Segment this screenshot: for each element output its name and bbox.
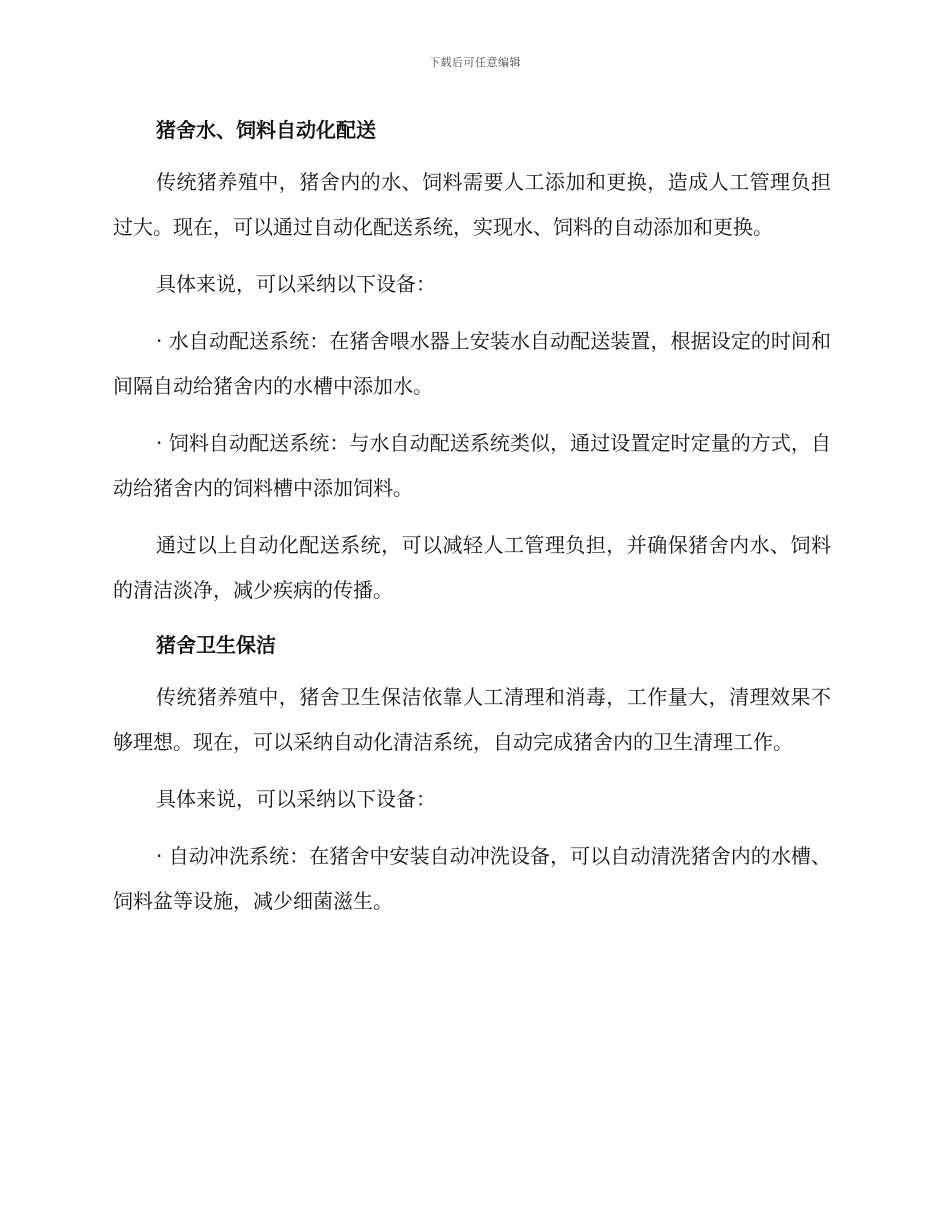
paragraph: 通过以上自动化配送系统，可以减轻人工管理负担，并确保猪舍内水、饲料的清洁淡净，减少疾病的传播。 (113, 533, 831, 602)
header-note: 下载后可任意编辑 (429, 56, 521, 69)
list-item: · 饲料自动配送系统：与水自动配送系统类似，通过设置定时定量的方式，自动给猪舍内的饲料槽中添加饲料。 (113, 431, 831, 500)
section-heading-feed-delivery: 猪舍水、饲料自动化配送 (156, 118, 376, 142)
section-heading-sanitation: 猪舍卫生保洁 (156, 633, 276, 657)
list-item: · 水自动配送系统：在猪舍喂水器上安装水自动配送装置，根据设定的时间和间隔自动给猪舍内的水槽中添加水。 (113, 329, 831, 398)
paragraph: 传统猪养殖中，猪舍卫生保洁依靠人工清理和消毒，工作量大，清理效果不够理想。现在，可以采纳自动化清洁系统，自动完成猪舍内的卫生清理工作。 (113, 685, 831, 754)
paragraph: 具体来说，可以采纳以下设备： (156, 272, 436, 296)
document-body (113, 110, 831, 936)
paragraph: 具体来说，可以采纳以下设备： (156, 787, 436, 811)
paragraph: 传统猪养殖中，猪舍内的水、饲料需要人工添加和更换，造成人工管理负担过大。现在，可以通过自动化配送系统，实现水、饲料的自动添加和更换。 (113, 170, 831, 239)
list-item: · 自动冲洗系统：在猪舍中安装自动冲洗设备，可以自动清洗猪舍内的水槽、饲料盆等设施，减少细菌滋生。 (113, 844, 831, 913)
